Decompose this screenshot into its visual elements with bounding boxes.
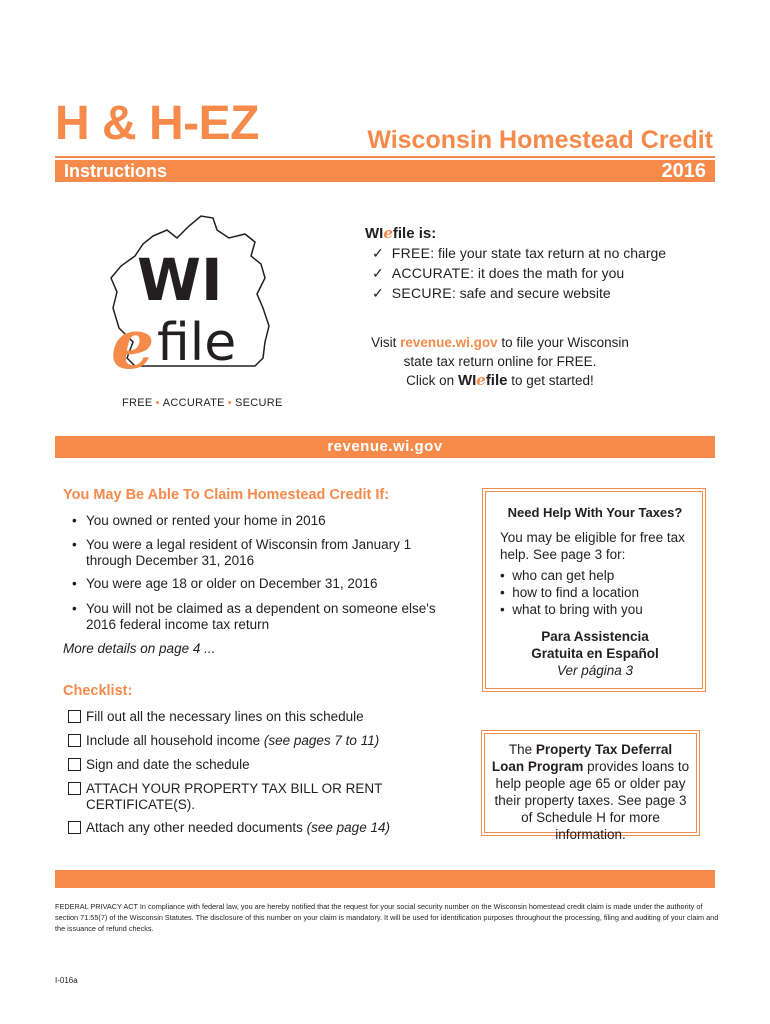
form-title: H & H-EZ <box>55 97 259 150</box>
list-item: • You owned or rented your home in 2016 <box>72 513 326 528</box>
help-heading: Need Help With Your Taxes? <box>507 505 683 520</box>
efile-heading: WIefile is: <box>365 224 437 242</box>
instructions-label: Instructions <box>64 161 168 181</box>
year-label: 2016 <box>661 160 706 182</box>
revenue-link[interactable]: revenue.wi.gov <box>400 335 498 350</box>
spanish-ref: Ver página 3 <box>556 663 634 678</box>
list-item: • You were a legal resident of Wisconsin from January 1 through December 31, 2016 <box>72 537 412 568</box>
logo-wi-text: WI <box>137 246 223 314</box>
checkbox[interactable] <box>68 782 81 795</box>
privacy-notice: FEDERAL PRIVACY ACT In compliance with federal law, you are hereby notified that the request for your social security number on the Wisconsin homestead credit claim is made under the authority of section 71.55(7) of the Wisconsin Statutes. The disclosure of this number on your claim is mandatory. It will be used for identification purposes throughout the processing, filing and auditing of your claim and the issuance of refund checks. <box>55 902 719 933</box>
checkbox[interactable] <box>68 734 81 747</box>
logo-tagline: FREE • ACCURATE • SECURE <box>122 397 283 409</box>
benefit-secure: ✓ SECURE: safe and secure website <box>372 285 611 301</box>
list-item: • You will not be claimed as a dependent on someone else's 2016 federal income tax return <box>72 601 436 632</box>
checklist-item: Sign and date the schedule <box>68 757 468 773</box>
eligibility-heading: You May Be Able To Claim Homestead Credit If: <box>63 487 390 503</box>
checklist-heading: Checklist: <box>63 683 133 699</box>
help-box <box>482 488 706 692</box>
check-icon: ✓ <box>372 245 384 261</box>
loan-box <box>481 730 700 842</box>
more-details: More details on page 4 ... <box>63 641 216 656</box>
logo-e-script: e <box>111 305 155 385</box>
checklist-item: Include all household income (see pages 7 to 11) <box>68 733 468 749</box>
title-divider <box>55 156 715 158</box>
tagline-accurate: ACCURATE <box>162 397 225 409</box>
checkbox[interactable] <box>68 710 81 723</box>
footer-bar <box>55 870 715 888</box>
checkbox[interactable] <box>68 821 81 834</box>
check-icon: ✓ <box>372 285 384 301</box>
spanish-heading: Para Assistencia Gratuita en Español <box>531 629 659 661</box>
wi-efile-logo <box>105 208 285 393</box>
list-item: • how to find a location <box>500 585 640 600</box>
check-icon: ✓ <box>372 265 384 281</box>
list-item: • what to bring with you <box>500 602 643 617</box>
benefit-accurate: ✓ ACCURATE: it does the math for you <box>372 265 625 281</box>
help-intro: You may be eligible for free tax help. See page 3 for: <box>500 530 685 562</box>
logo-file-text: file <box>157 313 237 373</box>
form-id: I-016a <box>55 976 78 985</box>
tagline-free: FREE <box>122 397 153 409</box>
visit-text: Visit revenue.wi.gov to file your Wisconsin state tax return online for FREE. Click on WIefile to get started! <box>371 335 629 389</box>
url-banner-link[interactable]: revenue.wi.gov <box>327 438 443 455</box>
tagline-secure: SECURE <box>234 397 283 409</box>
loan-text: The Property Tax Deferral Loan Program provides loans to help people age 65 or older pay their property taxes. See page 3 of Schedule H for more information. <box>491 742 690 842</box>
benefit-free: ✓ FREE: file your state tax return at no charge <box>372 245 667 261</box>
credit-title: Wisconsin Homestead Credit <box>367 126 713 154</box>
list-item: • who can get help <box>500 568 615 583</box>
checkbox[interactable] <box>68 758 81 771</box>
checklist-item: Attach any other needed documents (see page 14) <box>68 820 468 836</box>
checklist-item: Fill out all the necessary lines on this schedule <box>68 709 468 725</box>
checklist-item: ATTACH YOUR PROPERTY TAX BILL OR RENT CERTIFICATE(S). <box>68 781 413 813</box>
list-item: • You were age 18 or older on December 31, 2016 <box>72 576 378 591</box>
